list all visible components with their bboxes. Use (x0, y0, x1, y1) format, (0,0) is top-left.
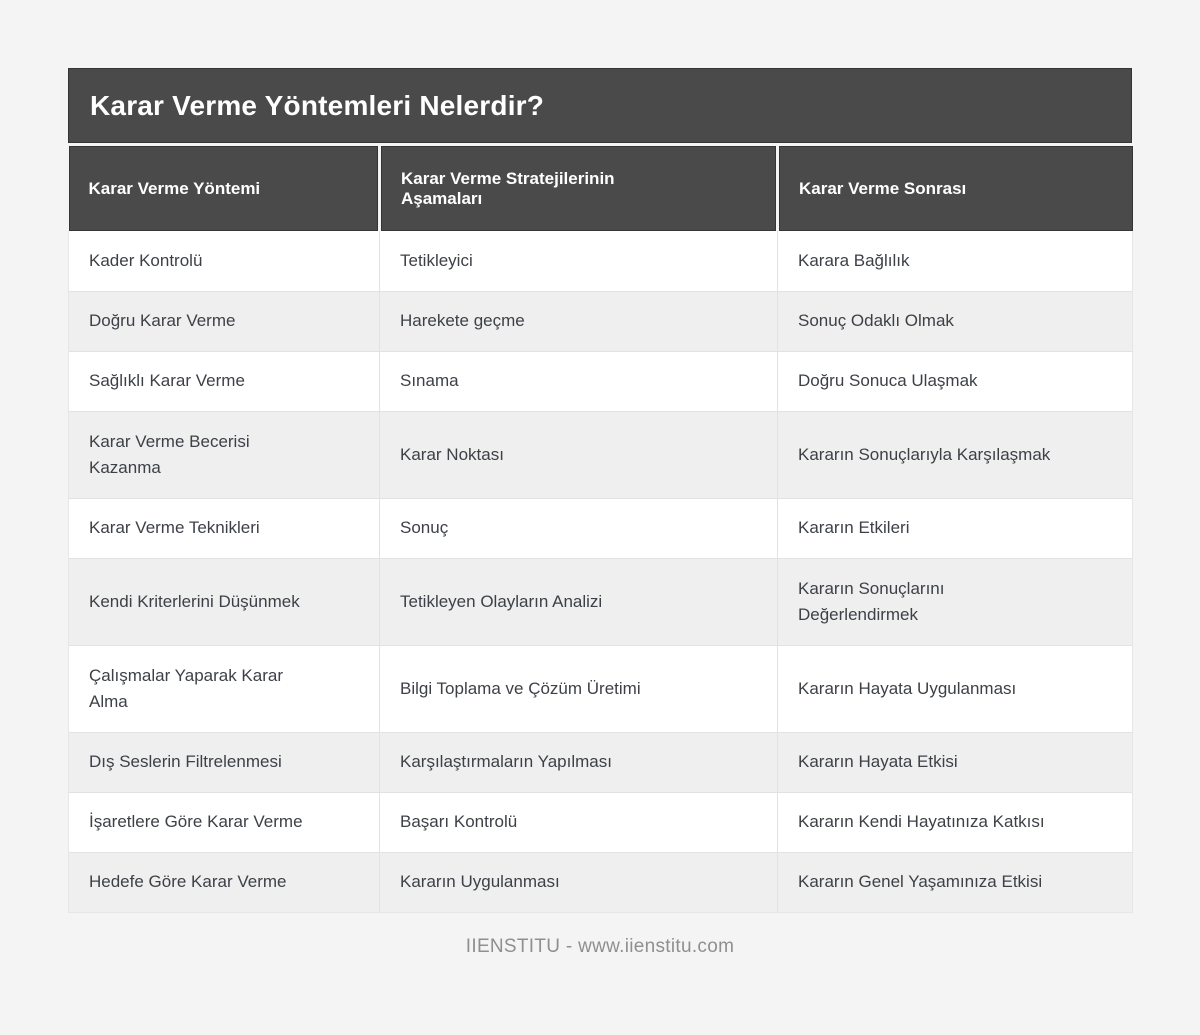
table-cell: Kararın Uygulanması (380, 852, 778, 912)
table-cell: Karar Verme Becerisi Kazanma (69, 411, 380, 498)
table-cell: Kader Kontrolü (69, 231, 380, 291)
decision-table-card (68, 68, 1132, 913)
table-cell: İşaretlere Göre Karar Verme (69, 792, 380, 852)
table-cell: Tetikleyen Olayların Analizi (380, 558, 778, 645)
table-cell: Bilgi Toplama ve Çözüm Üretimi (380, 645, 778, 732)
table-cell: Dış Seslerin Filtrelenmesi (69, 732, 380, 792)
table-cell: Tetikleyici (380, 231, 778, 291)
table-cell: Karar Noktası (380, 411, 778, 498)
decision-table (68, 146, 1133, 913)
table-cell: Kendi Kriterlerini Düşünmek (69, 558, 380, 645)
column-header-after-decision: Karar Verme Sonrası (778, 146, 1133, 231)
table-cell: Sınama (380, 351, 778, 411)
table-cell: Karara Bağlılık (778, 231, 1133, 291)
table-cell: Kararın Etkileri (778, 498, 1133, 558)
title-bar (68, 68, 1132, 143)
table-cell: Kararın Genel Yaşamınıza Etkisi (778, 852, 1133, 912)
table-cell: Doğru Karar Verme (69, 291, 380, 351)
table-cell: Hedefe Göre Karar Verme (69, 852, 380, 912)
table-cell: Harekete geçme (380, 291, 778, 351)
table-row (69, 351, 1133, 411)
table-row (69, 291, 1133, 351)
table-row (69, 645, 1133, 732)
page-title: Karar Verme Yöntemleri Nelerdir? (90, 89, 545, 121)
table-cell: Doğru Sonuca Ulaşmak (778, 351, 1133, 411)
table-cell: Kararın Sonuçlarını Değerlendirmek (778, 558, 1133, 645)
table-row (69, 231, 1133, 291)
table-row (69, 792, 1133, 852)
table-cell: Başarı Kontrolü (380, 792, 778, 852)
table-cell: Sağlıklı Karar Verme (69, 351, 380, 411)
table-cell: Çalışmalar Yaparak Karar Alma (69, 645, 380, 732)
table-header-row (69, 146, 1133, 231)
table-cell: Kararın Hayata Uygulanması (778, 645, 1133, 732)
table-cell: Karar Verme Teknikleri (69, 498, 380, 558)
table-row (69, 732, 1133, 792)
table-cell: Sonuç Odaklı Olmak (778, 291, 1133, 351)
table-cell: Kararın Sonuçlarıyla Karşılaşmak (778, 411, 1133, 498)
table-cell: Kararın Hayata Etkisi (778, 732, 1133, 792)
table-row (69, 852, 1133, 912)
column-header-method: Karar Verme Yöntemi (69, 146, 380, 231)
table-cell: Kararın Kendi Hayatınıza Katkısı (778, 792, 1133, 852)
table-row (69, 558, 1133, 645)
table-cell: Sonuç (380, 498, 778, 558)
table-cell: Karşılaştırmaların Yapılması (380, 732, 778, 792)
table-row (69, 411, 1133, 498)
column-header-strategy-stages: Karar Verme Stratejilerinin Aşamaları (380, 146, 778, 231)
footer-credit: IIENSTITU - www.iienstitu.com (465, 936, 735, 957)
table-row (69, 498, 1133, 558)
